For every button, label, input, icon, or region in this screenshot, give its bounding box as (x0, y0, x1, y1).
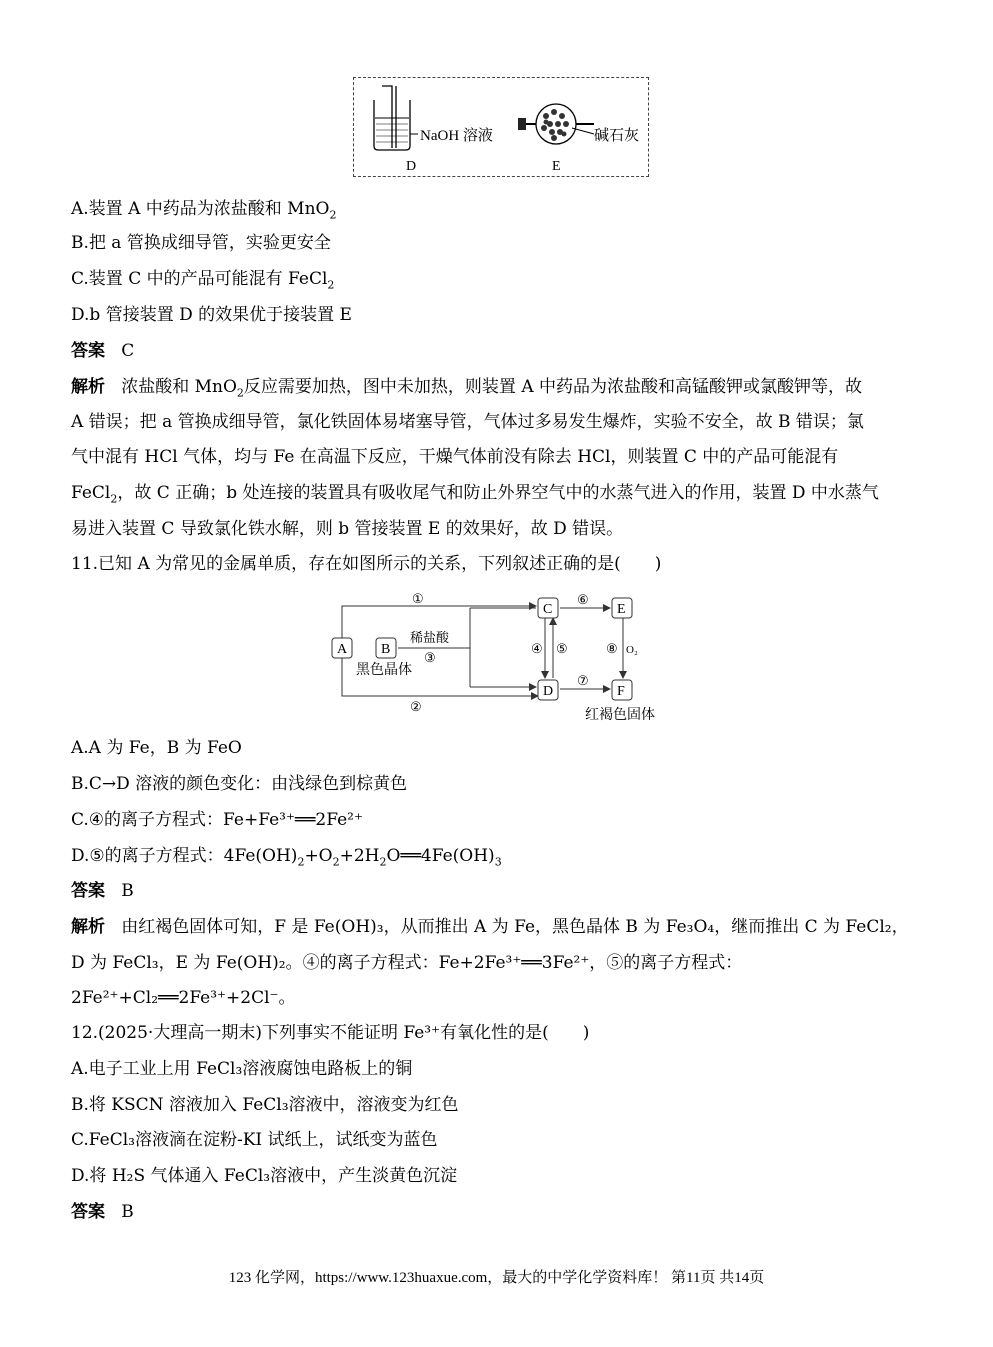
q11-stem: 11.已知 A 为常见的金属单质，存在如图所示的关系，下列叙述正确的是( ) (71, 554, 662, 574)
label-d: D (406, 159, 417, 174)
red-brown-solid-label: 红褐色固体 (585, 708, 655, 723)
q11-relationship-diagram (320, 588, 680, 724)
q10-analysis-line-3: 气中混有 HCl 气体，均与 Fe 在高温下反应，干燥气体前没有除去 HCl，则装置 C 中的产品可能混有 (71, 447, 839, 467)
q12-stem: 12.(2025·大理高一期末)下列事实不能证明 Fe³⁺有氧化性的是( ) (71, 1023, 590, 1043)
step-6: ⑥ (577, 592, 589, 607)
step-8: ⑧ (606, 641, 618, 656)
step-1: ① (412, 591, 424, 606)
page-footer: 123 化学网，https://www.123huaxue.com，最大的中学化学资料库！ 第11页 共14页 (228, 1270, 765, 1286)
node-f: F (617, 684, 625, 699)
node-a: A (337, 642, 348, 657)
naoh-label: NaOH 溶液 (420, 128, 493, 144)
q11-option-d: D.⑤的离子方程式：$4Fe(OH)_2+O_2+2H_2O══4Fe(OH)_3$ (71, 846, 502, 869)
step-4: ④ (531, 641, 543, 656)
q10-answer: 答案 C (71, 341, 135, 361)
step-3: ③ (424, 650, 436, 665)
q10-analysis-line-2: A 错误；把 a 管换成细导管，氯化铁固体易堵塞导管，气体过多易发生爆炸，实验不安全，故 B 错误；氯 (71, 412, 864, 432)
q10-analysis-line-5: 易进入装置 C 导致氯化铁水解，则 b 管接装置 E 的效果好，故 D 错误。 (71, 519, 624, 539)
soda-lime-tube-icon (518, 104, 594, 144)
step-7: ⑦ (577, 673, 589, 688)
naoh-beaker-icon (374, 86, 418, 150)
apparatus-drawing (354, 78, 650, 178)
reagent-hcl: 稀盐酸 (410, 630, 450, 645)
q11-option-b: B.C→D 溶液的颜色变化：由浅绿色到棕黄色 (71, 774, 408, 794)
black-crystal-label: 黑色晶体 (356, 663, 412, 678)
apparatus-figure (353, 77, 649, 177)
q11-analysis-line-3: 2Fe²⁺+Cl₂══2Fe³⁺+2Cl⁻。 (71, 988, 296, 1008)
q10-option-d: D.b 管接装置 D 的效果优于接装置 E (71, 305, 352, 325)
q11-option-c: C.④的离子方程式：Fe+Fe³⁺══2Fe²⁺ (71, 810, 363, 830)
q10-analysis-line-4: FeCl$_2$，故 C 正确；b 处连接的装置具有吸收尾气和防止外界空气中的水蒸气进入的作用，装置 D 中水蒸气 (71, 483, 879, 506)
o2-label: O₂ (626, 644, 638, 656)
q11-answer: 答案 B (71, 881, 134, 901)
q12-option-a: A.电子工业上用 FeCl₃溶液腐蚀电路板上的铜 (71, 1059, 413, 1079)
q11-analysis-line-1: 解析 由红褐色固体可知，F 是 Fe(OH)₃，从而推出 A 为 Fe，黑色晶体 B 为 Fe₃O₄，继而推出 C 为 FeCl₂， (71, 917, 909, 937)
soda-lime-label: 碱石灰 (594, 128, 640, 144)
step-5: ⑤ (556, 641, 568, 656)
q12-option-c: C.FeCl₃溶液滴在淀粉-KI 试纸上，试纸变为蓝色 (71, 1130, 438, 1150)
label-e: E (552, 159, 561, 174)
node-d: D (543, 684, 554, 699)
node-b: B (381, 642, 391, 657)
q12-option-d: D.将 H₂S 气体通入 FeCl₃溶液中，产生淡黄色沉淀 (71, 1166, 458, 1186)
q12-answer: 答案 B (71, 1202, 134, 1222)
q11-option-a: A.A 为 Fe，B 为 FeO (71, 738, 242, 758)
step-2: ② (410, 699, 422, 714)
node-c: C (543, 602, 553, 617)
q11-analysis-line-2: D 为 FeCl₃，E 为 Fe(OH)₂。④的离子方程式：Fe+2Fe³⁺══3Fe²⁺，⑤的离子方程式： (71, 953, 743, 973)
q10-analysis-line-1: 解析 浓盐酸和 MnO$_2$反应需要加热，图中未加热，则装置 A 中药品为浓盐酸和高锰酸钾或氯酸钾等，故 (71, 377, 863, 400)
q10-option-c: C.装置 C 中的产品可能混有 FeCl$_2$ (71, 269, 335, 292)
q10-option-b: B.把 a 管换成细导管，实验更安全 (71, 233, 331, 253)
q12-option-b: B.将 KSCN 溶液加入 FeCl₃溶液中，溶液变为红色 (71, 1095, 459, 1115)
q10-option-a: A.装置 A 中药品为浓盐酸和 MnO$_2$ (71, 199, 337, 222)
node-e: E (617, 602, 626, 617)
